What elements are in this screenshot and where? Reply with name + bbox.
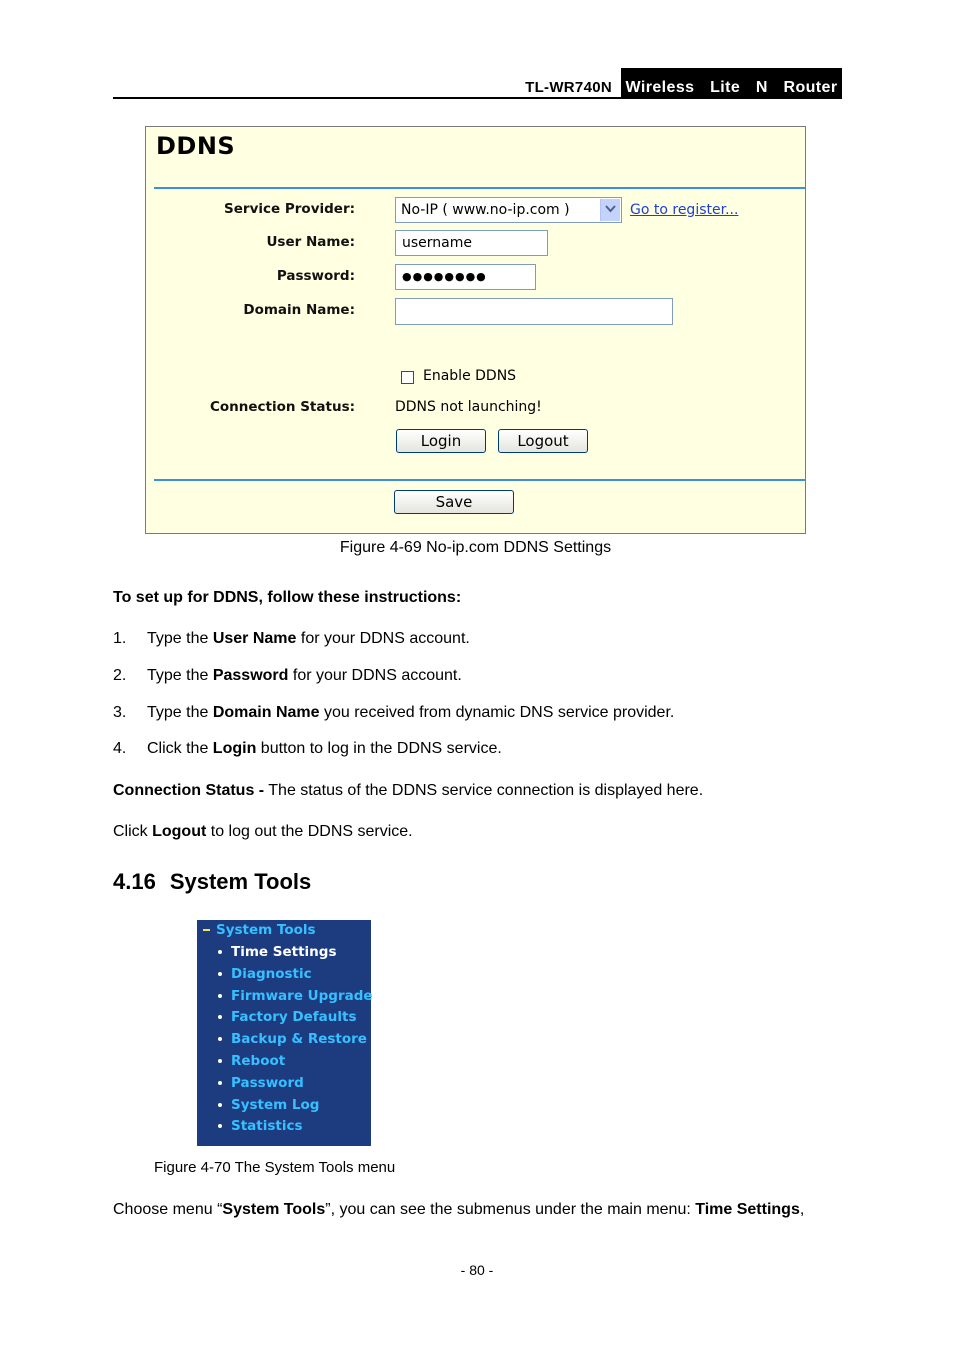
password-input[interactable]: ●●●●●●●● <box>395 264 536 290</box>
bullet-icon <box>218 1059 222 1063</box>
bottom-divider <box>154 479 805 481</box>
step-text <box>147 704 674 722</box>
step-pre: Click the <box>147 740 213 757</box>
step-post: you received from dynamic DNS service provider. <box>319 704 675 721</box>
bullet-icon <box>218 1037 222 1041</box>
logout-button[interactable]: Logout <box>498 429 588 453</box>
menu-item-label: Factory Defaults <box>231 1009 357 1025</box>
service-provider-value: No-IP ( www.no-ip.com ) <box>401 202 570 218</box>
menu-item-label: Password <box>231 1075 304 1091</box>
section-title: System Tools <box>169 869 312 894</box>
bullet-icon <box>218 1124 222 1128</box>
menu-item-label: Backup & Restore <box>231 1031 367 1047</box>
service-provider-label: Service Provider: <box>224 201 355 217</box>
logout-paragraph <box>113 823 413 841</box>
menu-item-password[interactable] <box>218 1075 304 1091</box>
menu-item-time-settings[interactable] <box>218 944 336 960</box>
step-post: button to log in the DDNS service. <box>256 740 502 757</box>
header-product: Wireless Lite N Router <box>621 68 842 99</box>
final-bold-2: Time Settings <box>695 1201 800 1218</box>
header-model: TL-WR740N <box>525 79 612 96</box>
menu-item-firmware-upgrade[interactable] <box>218 988 373 1004</box>
step-pre: Type the <box>147 667 213 684</box>
step-text <box>147 630 470 648</box>
menu-item-label: Time Settings <box>231 944 337 960</box>
menu-item-label: Firmware Upgrade <box>231 988 373 1004</box>
status-bold: Connection Status - <box>113 782 265 799</box>
bullet-icon <box>218 994 222 998</box>
menu-item-label: Statistics <box>231 1118 303 1134</box>
menu-item-label: System Log <box>231 1097 320 1113</box>
step-number: 1. <box>113 630 127 647</box>
menu-header-label: System Tools <box>216 922 316 938</box>
logout-post: to log out the DDNS service. <box>206 823 413 840</box>
bullet-icon <box>218 950 222 954</box>
final-pre: Choose menu “ <box>113 1201 223 1218</box>
header-rule <box>113 97 842 99</box>
step-post: for your DDNS account. <box>296 630 470 647</box>
bullet-icon <box>218 1015 222 1019</box>
logout-bold: Logout <box>152 823 207 840</box>
chevron-down-icon[interactable] <box>600 199 620 221</box>
menu-item-diagnostic[interactable] <box>218 966 312 982</box>
save-button[interactable]: Save <box>394 490 514 514</box>
menu-item-statistics[interactable] <box>218 1118 303 1134</box>
login-button[interactable]: Login <box>396 429 486 453</box>
ddns-settings-panel <box>145 126 806 534</box>
bullet-icon <box>218 1103 222 1107</box>
system-tools-menu <box>197 920 371 1146</box>
menu-item-factory-defaults[interactable] <box>218 1009 357 1025</box>
figure-caption-system-tools: Figure 4-70 The System Tools menu <box>154 1159 396 1176</box>
step-bold: User Name <box>212 630 297 647</box>
connection-status-value: DDNS not launching! <box>395 399 542 415</box>
menu-item-label: Reboot <box>231 1053 286 1069</box>
service-provider-select[interactable] <box>395 197 622 223</box>
step-post: for your DDNS account. <box>288 667 462 684</box>
menu-item-backup-restore[interactable] <box>218 1031 367 1047</box>
menu-item-reboot[interactable] <box>218 1053 285 1069</box>
page-number: - 80 - <box>460 1262 494 1278</box>
step-number: 2. <box>113 667 127 684</box>
instructions-heading: To set up for DDNS, follow these instructions: <box>113 589 462 606</box>
step-text <box>147 740 502 758</box>
step-pre: Type the <box>147 704 213 721</box>
bullet-icon <box>218 1081 222 1085</box>
password-label: Password: <box>276 268 355 284</box>
step-number: 3. <box>113 704 127 721</box>
collapse-icon <box>203 929 210 931</box>
username-input[interactable]: username <box>395 230 548 256</box>
step-bold: Login <box>212 740 257 757</box>
bullet-icon <box>218 972 222 976</box>
connection-status-label: Connection Status: <box>209 399 355 415</box>
connection-status-paragraph <box>113 782 703 800</box>
panel-title: DDNS <box>156 132 236 160</box>
domain-name-input[interactable] <box>395 298 673 325</box>
step-pre: Type the <box>147 630 213 647</box>
final-bold-1: System Tools <box>222 1201 326 1218</box>
menu-item-system-log[interactable] <box>218 1097 319 1113</box>
enable-ddns-label: Enable DDNS <box>423 368 517 384</box>
domain-name-label: Domain Name: <box>243 302 355 318</box>
step-bold: Domain Name <box>212 704 320 721</box>
step-number: 4. <box>113 740 127 757</box>
logout-pre: Click <box>113 823 153 840</box>
register-link[interactable]: Go to register... <box>630 202 739 218</box>
section-number: 4.16 <box>113 869 156 894</box>
enable-ddns-checkbox[interactable] <box>401 371 414 384</box>
top-divider <box>154 187 805 189</box>
final-mid: ”, you can see the submenus under the main menu: <box>325 1201 696 1218</box>
username-label: User Name: <box>266 234 355 250</box>
final-paragraph <box>113 1201 804 1219</box>
figure-caption-ddns: Figure 4-69 No-ip.com DDNS Settings <box>339 539 612 556</box>
status-text: The status of the DDNS service connection is displayed here. <box>264 782 704 799</box>
menu-item-label: Diagnostic <box>231 966 312 982</box>
step-bold: Password <box>212 667 289 684</box>
section-heading <box>113 869 311 895</box>
final-post: , <box>799 1201 805 1218</box>
menu-header[interactable] <box>201 922 316 938</box>
step-text <box>147 667 462 685</box>
